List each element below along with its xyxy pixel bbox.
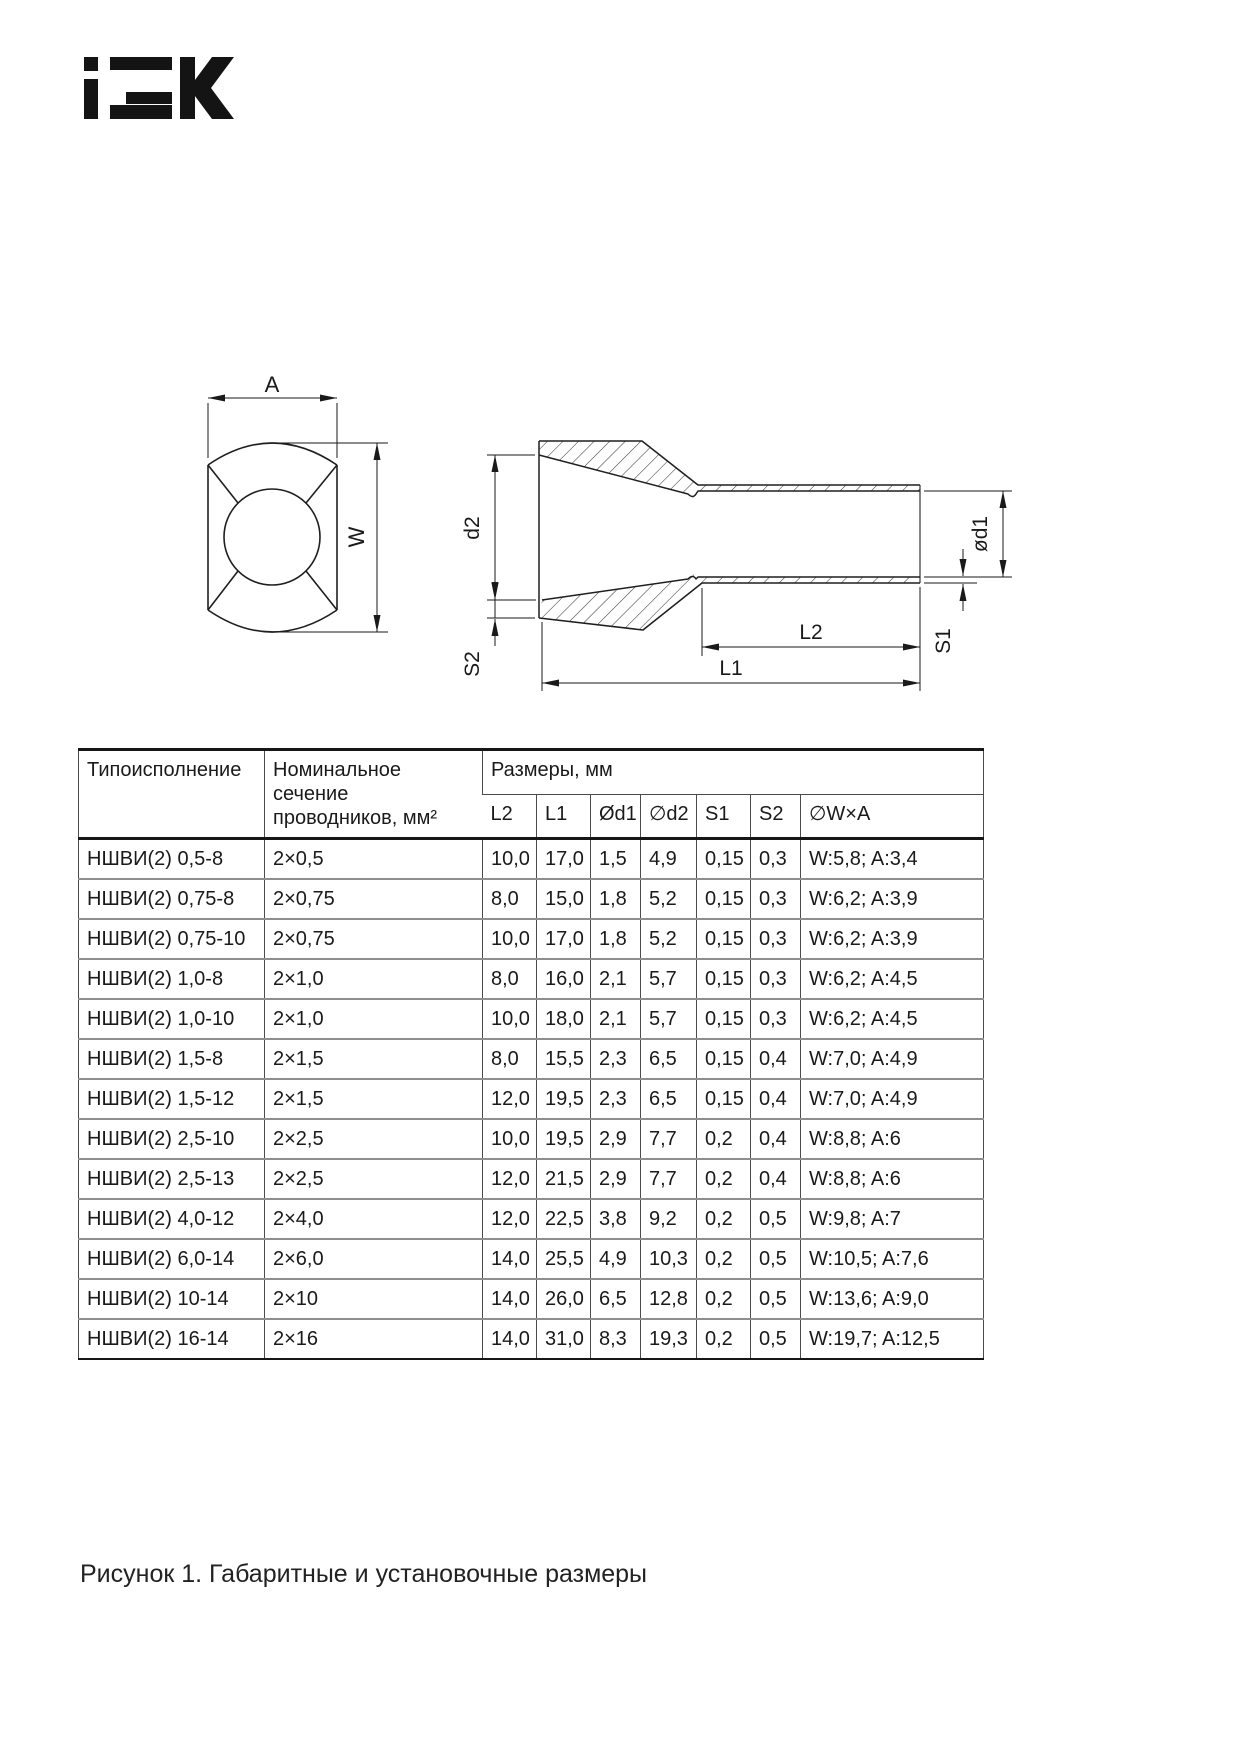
- type-cell: НШВИ(2) 1,5-8: [79, 1039, 265, 1079]
- value-cell: W:19,7; A:12,5: [801, 1319, 984, 1359]
- value-cell: 12,0: [483, 1079, 537, 1119]
- table-row: [79, 1319, 984, 1359]
- dim-label-d1: ød1: [969, 515, 992, 553]
- value-cell: 12,8: [641, 1279, 697, 1319]
- value-cell: W:6,2; A:4,5: [801, 959, 984, 999]
- section-cell: 2×2,5: [265, 1119, 483, 1159]
- value-cell: 0,15: [697, 839, 751, 880]
- section-cell: 2×0,75: [265, 879, 483, 919]
- value-cell: 0,3: [751, 999, 801, 1039]
- column-header-sizes: Размеры, мм: [483, 750, 984, 795]
- value-cell: 26,0: [537, 1279, 591, 1319]
- value-cell: 0,5: [751, 1279, 801, 1319]
- section-cell: 2×1,0: [265, 959, 483, 999]
- type-cell: НШВИ(2) 0,75-10: [79, 919, 265, 959]
- ferrule-front-outline: [208, 443, 337, 632]
- table-row: [79, 839, 984, 880]
- value-cell: 19,3: [641, 1319, 697, 1359]
- size-col-wxa: ∅W×A: [801, 794, 984, 839]
- value-cell: W:13,6; A:9,0: [801, 1279, 984, 1319]
- value-cell: 31,0: [537, 1319, 591, 1359]
- type-cell: НШВИ(2) 16-14: [79, 1319, 265, 1359]
- conductor-circle: [224, 489, 320, 585]
- type-cell: НШВИ(2) 0,5-8: [87, 848, 224, 870]
- value-cell: 2,1: [591, 959, 641, 999]
- table-row: [79, 1279, 984, 1319]
- section-cell: 2×2,5: [265, 1159, 483, 1199]
- front-view-drawing: [155, 315, 405, 645]
- value-cell: 0,3: [751, 919, 801, 959]
- value-cell: 15,5: [537, 1039, 591, 1079]
- value-cell: 0,2: [697, 1199, 751, 1239]
- value-cell: 5,7: [641, 999, 697, 1039]
- size-col-l2: L2: [483, 794, 537, 839]
- type-cell: НШВИ(2) 4,0-12: [79, 1199, 265, 1239]
- value-cell: 0,3: [751, 879, 801, 919]
- section-cell: 2×6,0: [265, 1239, 483, 1279]
- value-cell: 16,0: [537, 959, 591, 999]
- dim-label-a: A: [264, 372, 280, 397]
- value-cell: 8,0: [483, 1039, 537, 1079]
- logo-e-bottom-bar: [110, 105, 172, 119]
- section-cell: 2×1,0: [265, 999, 483, 1039]
- value-cell: 0,5: [751, 1319, 801, 1359]
- logo-e-top-bar: [110, 57, 172, 70]
- section-cell: 2×4,0: [265, 1199, 483, 1239]
- logo-i-stem: [84, 79, 98, 119]
- value-cell: 0,15: [697, 879, 751, 919]
- value-cell: 5,2: [641, 919, 697, 959]
- type-cell: НШВИ(2) 2,5-13: [79, 1159, 265, 1199]
- value-cell: 12,0: [483, 1199, 537, 1239]
- type-cell: НШВИ(2) 1,0-10: [79, 999, 265, 1039]
- dim-label-l1: L1: [719, 657, 743, 680]
- type-cell: НШВИ(2) 2,5-10: [79, 1119, 265, 1159]
- value-cell: 0,15: [697, 919, 751, 959]
- value-cell: 0,2: [697, 1239, 751, 1279]
- value-cell: W:10,5; A:7,6: [801, 1239, 984, 1279]
- type-cell: НШВИ(2) 6,0-14: [79, 1239, 265, 1279]
- value-cell: 0,2: [697, 1319, 751, 1359]
- value-cell: 0,3: [751, 839, 801, 880]
- type-cell: НШВИ(2) 1,0-8: [79, 959, 265, 999]
- logo-i-dot: [84, 57, 98, 71]
- value-cell: 1,8: [591, 919, 641, 959]
- value-cell: 14,0: [483, 1319, 537, 1359]
- logo-e-mid-bar: [126, 92, 172, 104]
- value-cell: 0,4: [751, 1039, 801, 1079]
- type-cell: НШВИ(2) 1,5-12: [79, 1079, 265, 1119]
- value-cell: 0,2: [697, 1159, 751, 1199]
- table-row: [79, 1239, 984, 1279]
- value-cell: 14,0: [483, 1239, 537, 1279]
- dim-label-d2: d2: [461, 516, 484, 540]
- value-cell: 10,0: [483, 1119, 537, 1159]
- value-cell: W:6,2; A:3,9: [801, 919, 984, 959]
- value-cell: 0,3: [751, 959, 801, 999]
- dimension-lines-front: [208, 398, 388, 632]
- value-cell: 2,9: [591, 1119, 641, 1159]
- section-cell: 2×0,75: [265, 919, 483, 959]
- type-cell: НШВИ(2) 0,75-8: [79, 879, 265, 919]
- value-cell: 25,5: [537, 1239, 591, 1279]
- value-cell: 0,4: [751, 1119, 801, 1159]
- value-cell: W:6,2; A:3,9: [801, 879, 984, 919]
- value-cell: 2,9: [591, 1159, 641, 1199]
- size-col-l1: L1: [537, 794, 591, 839]
- dimensions-table: [78, 748, 984, 1360]
- section-cell: 2×1,5: [265, 1039, 483, 1079]
- value-cell: 0,2: [697, 1119, 751, 1159]
- value-cell: 5,7: [641, 959, 697, 999]
- iek-logo: [84, 57, 234, 119]
- table-row: [79, 1079, 984, 1119]
- table-row: [79, 879, 984, 919]
- section-cell: 2×1,5: [265, 1079, 483, 1119]
- value-cell: W:8,8; A:6: [801, 1159, 984, 1199]
- size-col-s2: S2: [751, 794, 801, 839]
- value-cell: 8,3: [591, 1319, 641, 1359]
- value-cell: 14,0: [483, 1279, 537, 1319]
- value-cell: W:5,8; A:3,4: [801, 839, 984, 880]
- table-row: [79, 959, 984, 999]
- value-cell: 6,5: [591, 1279, 641, 1319]
- value-cell: 22,5: [537, 1199, 591, 1239]
- value-cell: 0,15: [697, 1079, 751, 1119]
- value-cell: 0,15: [697, 959, 751, 999]
- value-cell: 2,3: [591, 1079, 641, 1119]
- value-cell: 4,9: [591, 1239, 641, 1279]
- value-cell: 6,5: [641, 1039, 697, 1079]
- dim-label-w: W: [344, 526, 369, 548]
- size-col-d1: Ød1: [591, 794, 641, 839]
- section-cell: 2×10: [265, 1279, 483, 1319]
- value-cell: 10,0: [483, 999, 537, 1039]
- value-cell: 6,5: [641, 1079, 697, 1119]
- table-row: [79, 1119, 984, 1159]
- dim-label-s2: S2: [461, 651, 484, 677]
- value-cell: 3,8: [591, 1199, 641, 1239]
- column-header-section: Номинальное сечение проводников, мм²: [265, 750, 483, 839]
- value-cell: 4,9: [641, 839, 697, 880]
- value-cell: 17,0: [537, 919, 591, 959]
- value-cell: 5,2: [641, 879, 697, 919]
- value-cell: 21,5: [537, 1159, 591, 1199]
- value-cell: 10,0: [483, 839, 537, 880]
- size-col-s1: S1: [697, 794, 751, 839]
- value-cell: 0,2: [697, 1279, 751, 1319]
- table-row: [79, 919, 984, 959]
- column-header-type: Типоисполнение: [79, 750, 265, 839]
- value-cell: 2,3: [591, 1039, 641, 1079]
- dim-label-s1: S1: [932, 628, 955, 654]
- value-cell: W:7,0; A:4,9: [801, 1039, 984, 1079]
- table-body: [79, 839, 984, 1360]
- value-cell: 0,4: [751, 1079, 801, 1119]
- value-cell: 19,5: [537, 1119, 591, 1159]
- value-cell: W:9,8; A:7: [801, 1199, 984, 1239]
- table-row: [79, 999, 984, 1039]
- value-cell: 0,5: [751, 1239, 801, 1279]
- value-cell: 19,5: [537, 1079, 591, 1119]
- table-row: [79, 1159, 984, 1199]
- value-cell: 12,0: [483, 1159, 537, 1199]
- table-row: [79, 1199, 984, 1239]
- value-cell: W:6,2; A:4,5: [801, 999, 984, 1039]
- value-cell: 10,0: [483, 919, 537, 959]
- value-cell: 7,7: [641, 1159, 697, 1199]
- value-cell: 15,0: [537, 879, 591, 919]
- value-cell: 0,5: [751, 1199, 801, 1239]
- value-cell: 8,0: [483, 879, 537, 919]
- value-cell: 2,1: [591, 999, 641, 1039]
- value-cell: W:7,0; A:4,9: [801, 1079, 984, 1119]
- value-cell: 0,4: [751, 1159, 801, 1199]
- logo-k-chevron: [189, 57, 234, 119]
- dim-label-l2: L2: [799, 621, 823, 644]
- value-cell: 1,5: [591, 839, 641, 880]
- value-cell: W:8,8; A:6: [801, 1119, 984, 1159]
- section-view-drawing: [405, 350, 1025, 695]
- value-cell: 0,15: [697, 999, 751, 1039]
- value-cell: 17,0: [537, 839, 591, 880]
- value-cell: 18,0: [537, 999, 591, 1039]
- value-cell: 10,3: [641, 1239, 697, 1279]
- type-cell: НШВИ(2) 10-14: [79, 1279, 265, 1319]
- value-cell: 7,7: [641, 1119, 697, 1159]
- size-col-d2: ∅d2: [641, 794, 697, 839]
- value-cell: 0,15: [697, 1039, 751, 1079]
- section-cell: 2×0,5: [265, 839, 483, 880]
- value-cell: 8,0: [483, 959, 537, 999]
- value-cell: 9,2: [641, 1199, 697, 1239]
- section-cell: 2×16: [265, 1319, 483, 1359]
- value-cell: 1,8: [591, 879, 641, 919]
- table-row: [79, 1039, 984, 1079]
- figure-caption: Рисунок 1. Габаритные и установочные размеры: [80, 1560, 648, 1588]
